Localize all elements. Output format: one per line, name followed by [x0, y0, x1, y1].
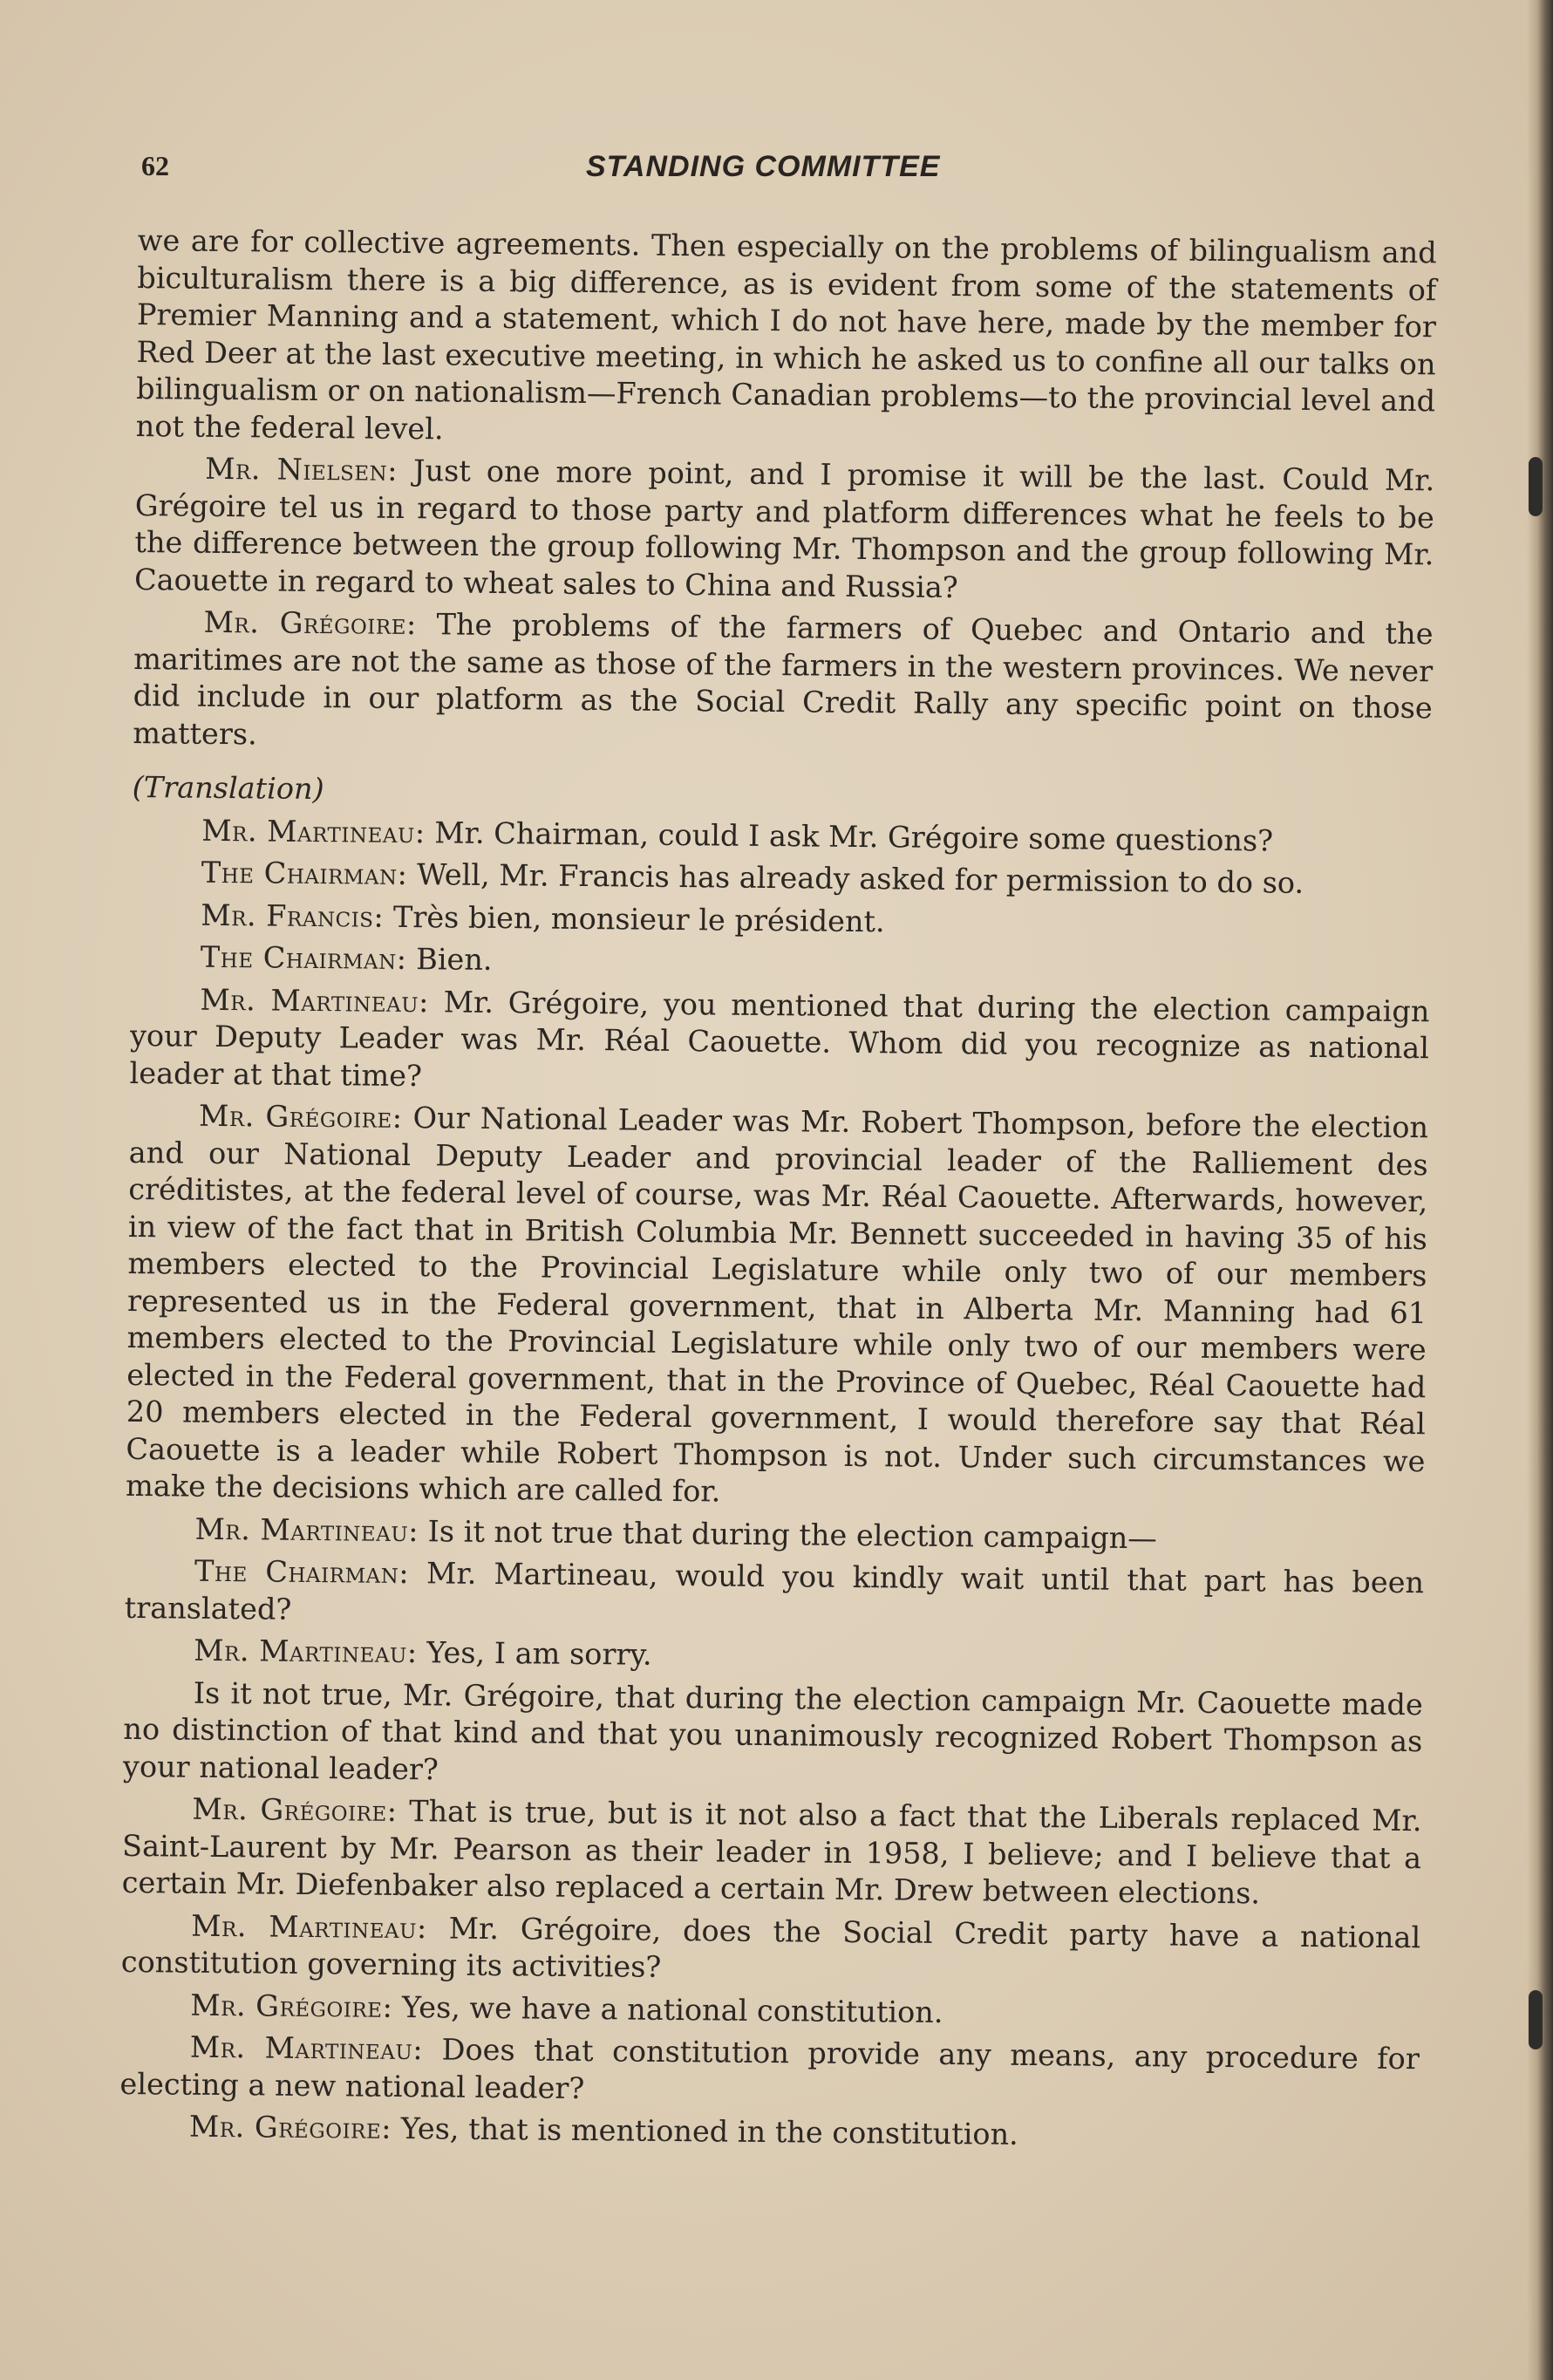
speaker-name: Mr. Martineau:	[201, 813, 426, 849]
paragraph-text: Is it not true that during the election campaign—	[427, 1513, 1157, 1555]
speaker-name: Mr. Grégoire:	[203, 604, 417, 642]
paragraph	[133, 604, 1434, 764]
translation-label: (Translation)	[132, 769, 324, 807]
paragraph	[119, 2108, 1419, 2158]
paragraph-text: Mr. Grégoire, you mentioned that during the election campaign your Deputy Leader was Mr. Réal Caouette. Whom did you recognize as national leader at that time?	[129, 984, 1430, 1093]
paragraph	[129, 980, 1429, 1104]
paragraph-text: Yes, I am sorry.	[426, 1635, 652, 1672]
paragraph-text: Yes, that is mentioned in the constitution.	[400, 2111, 1018, 2152]
page-number: 62	[141, 150, 169, 181]
paragraph	[119, 2029, 1420, 2115]
paragraph	[123, 1674, 1423, 1797]
paragraph-text: Well, Mr. Francis has already asked for permission to do so.	[416, 857, 1304, 900]
speaker-name: Mr. Grégoire:	[190, 1988, 393, 2024]
speaker-name: Mr. Martineau:	[194, 1511, 419, 1548]
paragraph	[126, 1097, 1428, 1517]
paragraph-text: Our National Leader was Mr. Robert Thompson, before the election and our National Deputy Leader and provincial leader of the Ralliement des créditistes, at the federal level of course, was Mr. Réal Caouette. Afterwards, however, in view of the fact that in British Columbia Mr. Bennett succeeded in having 35 of his members elected to the Provincial Legislature while only two of our members represented us in the Federal government, that in Alberta Mr. Manning had 61 members elected to the Provincial Legislature while only two of our members were elected in the Federal government, that in the Province of Quebec, Réal Caouette had 20 members elected in the Federal government, I would therefore say that Réal Caouette is a leader while Robert Thompson is not. Under such circumstances we make the decisions which are called for.	[125, 1101, 1429, 1509]
paragraph	[131, 896, 1430, 945]
paragraph	[134, 450, 1435, 610]
paragraph	[131, 938, 1430, 988]
speaker-name: The Chairman:	[201, 855, 408, 892]
paragraph-text: Mr. Chairman, could I ask Mr. Grégoire some questions?	[434, 815, 1274, 858]
binding-clip	[1529, 457, 1543, 516]
speaker-name: The Chairman:	[200, 939, 407, 976]
paragraph-text: Just one more point, and I promise it will be the last. Could Mr. Grégoire tel us in regard to those party and platform differences what he feels to be the difference between the group following Mr. Thompson and the group following Mr. Caouette in regard to wheat sales to China and Russia?	[133, 453, 1435, 604]
paragraph-text: we are for collective agreements. Then especially on the problems of bilingualism and biculturalism there is a big difference, as is evident from some of the statements of Premier Manning and a statement, which I do not have here, made by the member for Red Deer at the last executive meeting, in which he asked us to confine all our talks on bilingualism or on nationalism—French Canadian problems—to the provincial level and not the federal level.	[135, 222, 1437, 446]
paragraph-text: Bien.	[416, 942, 493, 977]
speaker-name: Mr. Martineau:	[200, 982, 430, 1019]
running-head: STANDING COMMITTEE	[586, 150, 941, 183]
speaker-name: Mr. Grégoire:	[198, 1098, 403, 1135]
paragraph	[122, 1790, 1422, 1914]
paragraph	[132, 811, 1431, 861]
speaker-name: Mr. Martineau:	[189, 2029, 424, 2067]
speaker-name: Mr. Grégoire:	[188, 2109, 392, 2145]
paragraph	[120, 1986, 1420, 2036]
paragraph-text: Très bien, monsieur le président.	[392, 899, 885, 938]
paragraph-text: That is true, but is it not also a fact that the Liberals replaced Mr. Saint-Laurent by Mr. Pearson as their leader in 1958, I believe; and I believe that a certain Mr. Diefenbaker also replaced a certain Mr. Drew between elections.	[121, 1794, 1422, 1911]
page-header	[141, 150, 996, 194]
speaker-name: Mr. Grégoire:	[192, 1791, 398, 1828]
speaker-name: Mr. Francis:	[201, 897, 385, 934]
paragraph	[124, 1632, 1423, 1681]
speaker-name: The Chairman:	[194, 1553, 410, 1591]
paragraph	[125, 1510, 1424, 1559]
paragraph-text: Mr. Martineau, would you kindly wait until that part has been translated?	[124, 1556, 1425, 1626]
speaker-name: Mr. Martineau:	[194, 1633, 418, 1670]
paragraph	[132, 854, 1431, 904]
speaker-name: Mr. Nielsen:	[205, 451, 398, 488]
paragraph-text: Does that constitution provide any means, any procedure for electing a new national leader?	[119, 2032, 1420, 2105]
paragraph-text: Is it not true, Mr. Grégoire, that during the election campaign Mr. Caouette made no distinction of that kind and that you unanimously recognized Robert Thompson as your national leader?	[122, 1675, 1423, 1786]
paragraph	[125, 1552, 1425, 1639]
speaker-name: Mr. Martineau:	[191, 1908, 428, 1945]
paragraph-text: The problems of the farmers of Quebec and Ontario and the maritimes are not the same as those of the farmers in the western provinces. We never did include in our platform as the Social Credit Rally any specific point on those matters.	[133, 607, 1434, 751]
paragraph	[121, 1906, 1421, 1993]
paragraph-text: Mr. Grégoire, does the Social Credit party have a national constitution governing its activities?	[120, 1911, 1421, 1984]
page-body	[119, 222, 1437, 2163]
paragraph	[136, 222, 1437, 457]
paragraph-text: Yes, we have a national constitution.	[401, 1989, 943, 2029]
binding-clip	[1529, 1990, 1543, 2049]
